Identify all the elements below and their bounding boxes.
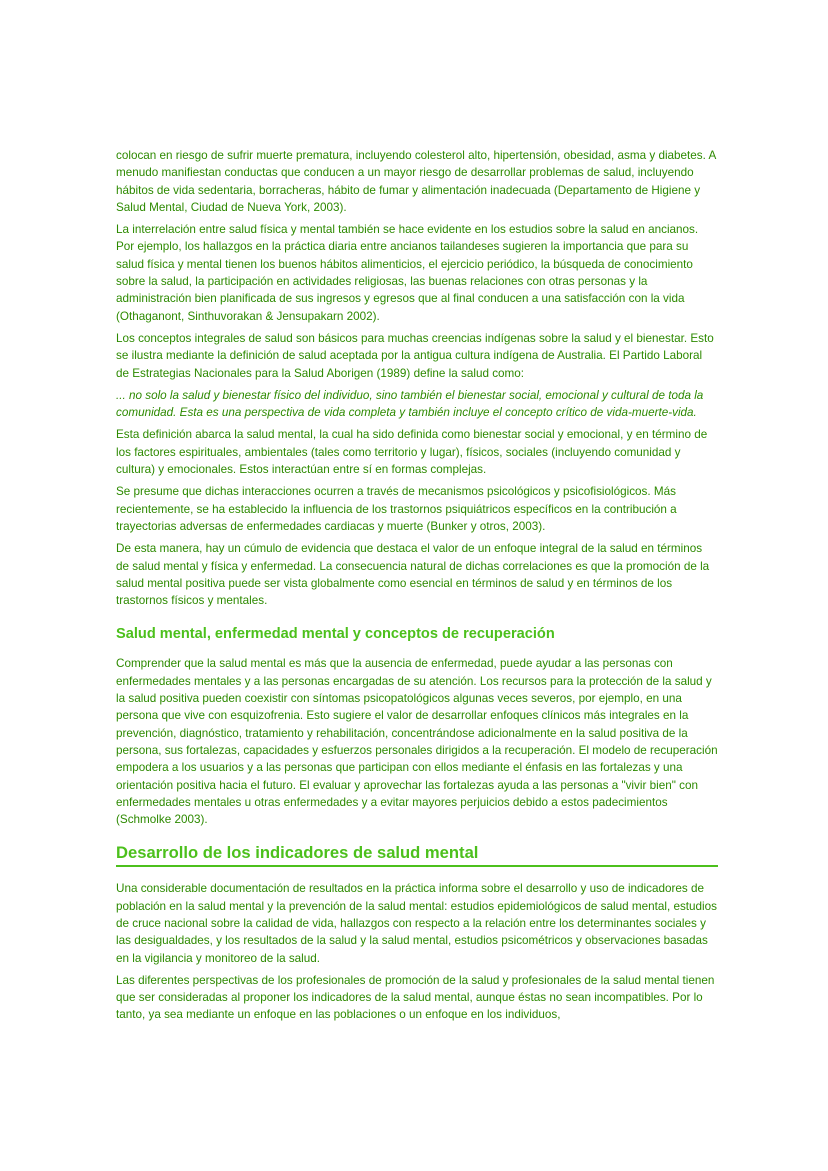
section-heading-indicators: Desarrollo de los indicadores de salud mental [116,843,718,867]
paragraph-intro-1: colocan en riesgo de sufrir muerte prematura, incluyendo colesterol alto, hipertensión, obesidad, asma y diabetes. A menudo manifiestan conductas que conducen a un mayor riesgo de desarrollar problemas de salud, incluyendo hábitos de vida sedentaria, borracheras, hábito de fumar y alimentación inadecuada (Departamento de Higiene y Salud Mental, Ciudad de Nueva York, 2003). [116,149,716,214]
paragraph-indicators-1: Una considerable documentación de resultados en la práctica informa sobre el desarrollo y uso de indicadores de población en la salud mental y la prevención de la salud mental: estudios epidemiológicos de salud mental, estudios de cruce nacional sobre la calidad de vida, hallazgos con respecto a la relación entre los determinantes sociales y las desigualdades, y los resultados de la salud y la salud mental, estudios psicométricos y observaciones basadas en la vigilancia y monitoreo de la salud. [116,882,717,965]
paragraph-indicators-2: Las diferentes perspectivas de los profesionales de promoción de la salud y profesionales de la salud mental tienen que ser consideradas al proponer los indicadores de la salud mental, aunque éstas no sean incompatibles. Por lo tanto, ya sea mediante un enfoque en las poblaciones o un enfoque en los individuos, [116,973,715,1022]
paragraph-interactions: Se presume que dichas interacciones ocurren a través de mecanismos psicológicos y psicofisiológicos. Más recientemente, se ha establecido la influencia de los trastornos psiquiátricos específicos en la contribución a trayectorias adversas de enfermedades cardiacas y muerte (Bunker y otros, 2003). [116,485,677,533]
paragraph-intro-2: La interrelación entre salud física y mental también se hace evidente en los estudios sobre la salud en ancianos. Por ejemplo, los hallazgos en la práctica diaria entre ancianos tailandeses sugieren la importancia que para su salud física y mental tienen los buenos hábitos alimenticios, el ejercicio periódico, la búsqueda de conocimiento sobre la salud, la participación en actividades religiosas, las buenas relaciones con otras personas y la administración bien planificada de sus ingresos y egresos que al final conducen a una satisfacción con la vida (Othaganont, Sinthuvorakan & Jensupakarn 2002). [116,223,699,323]
quoted-definition: ... no solo la salud y bienestar físico del individuo, sino también el bienestar social, emocional y cultural de toda la comunidad. Esta es una perspectiva de vida completa y también incluye el concepto crítico de vida-muerte-vida. [116,388,704,420]
paragraph-evidence: De esta manera, hay un cúmulo de evidencia que destaca el valor de un enfoque integral de la salud en términos de salud mental y física y enfermedad. La consecuencia natural de dichas correlaciones es que la promoción de la salud mental positiva puede ser vista globalmente como esencial en términos de salud y en términos de los trastornos físicos y mentales. [116,542,710,608]
document-page [116,147,718,1029]
paragraph-intro-3: Los conceptos integrales de salud son básicos para muchas creencias indígenas sobre la salud y el bienestar. Esto se ilustra mediante la definición de salud aceptada por la antigua cultura indígena de Australia. El Partido Laboral de Estrategias Nacionales para la Salud Aborigen (1989) define la salud como: [116,331,714,380]
paragraph-recovery: Comprender que la salud mental es más que la ausencia de enfermedad, puede ayudar a las personas con enfermedades mentales y a las personas encargadas de su atención. Los recursos para la protección de la salud y la salud positiva pueden coexistir con síntomas psicopatológicos algunas veces severos, por ejemplo, en una persona que vive con esquizofrenia. Esto sugiere el valor de desarrollar enfoques clínicos más integrales en la prevención, diagnóstico, tratamiento y rehabilitación, concentrándose adicionalmente en la salud positiva de la persona, sus fortalezas, capacidades y esfuerzos personales dirigidos a la recuperación. El modelo de recuperación empodera a los usuarios y a las personas que participan con ellos mediante el énfasis en las fortalezas y una orientación positiva hacia el futuro. El evaluar y aprovechar las fortalezas ayuda a las personas a "vivir bien" con enfermedades mentales u otras enfermedades y a evitar mayores perjuicios debido a estos padecimientos (Schmolke 2003). [116,657,718,827]
paragraph-definition: Esta definición abarca la salud mental, la cual ha sido definida como bienestar social y emocional, y en término de los factores espirituales, ambientales (tales como territorio y lugar), físicos, sociales (incluyendo comunidad y cultura) y emocionales. Estos interactúan entre sí en formas complejas. [116,428,708,477]
section-heading-recovery: Salud mental, enfermedad mental y conceptos de recuperación [116,626,555,643]
